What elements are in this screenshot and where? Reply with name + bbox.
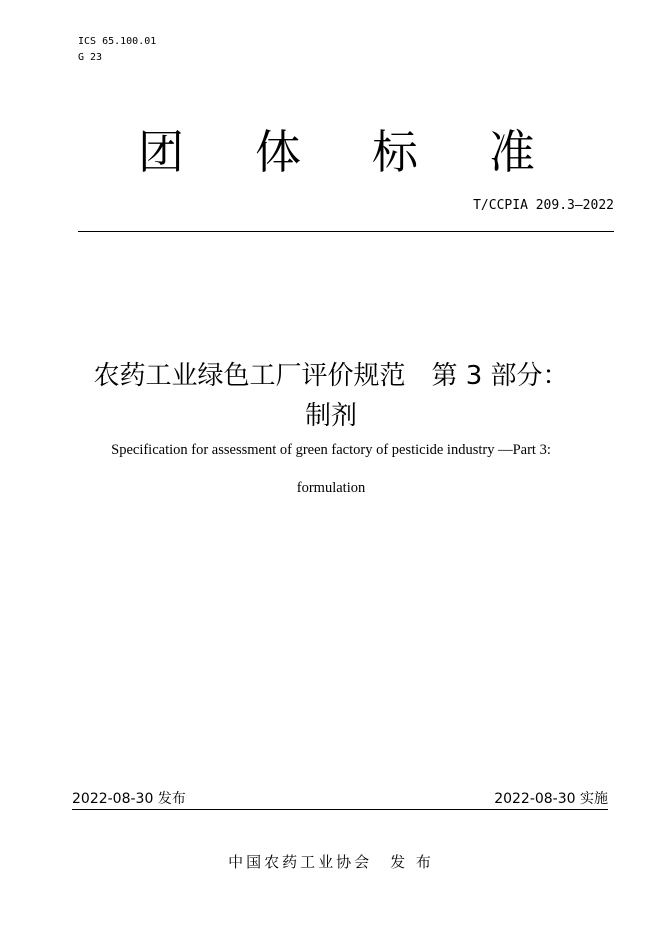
ics-code: ICS 65.100.01 <box>78 36 157 47</box>
english-title-line2: formulation <box>296 480 366 496</box>
classification-codes <box>78 34 156 66</box>
implementation-date: 2022-08-30 实施 <box>494 791 608 807</box>
ccs-code: G 23 <box>78 52 103 63</box>
header-divider <box>78 231 614 232</box>
publisher: 中国农药工业协会 发 布 <box>228 853 434 871</box>
standard-number: T/CCPIA 209.3—2022 <box>473 198 614 213</box>
standard-type-char: 团 <box>138 125 184 179</box>
chinese-title-line2: 制剂 <box>304 401 357 431</box>
standard-type-heading <box>0 122 662 182</box>
footer-divider <box>72 809 608 810</box>
english-title-line1: Specification for assessment of green factory of pesticide industry —Part 3: <box>111 442 551 458</box>
issue-date: 2022-08-30 发布 <box>72 791 186 807</box>
chinese-title-line1: 农药工业绿色工厂评价规范 第 3 部分： <box>93 361 569 391</box>
chinese-title <box>0 356 662 436</box>
standard-type-char: 体 <box>255 125 301 179</box>
standard-type-char: 标 <box>372 125 418 179</box>
standard-type-char: 准 <box>489 125 535 179</box>
